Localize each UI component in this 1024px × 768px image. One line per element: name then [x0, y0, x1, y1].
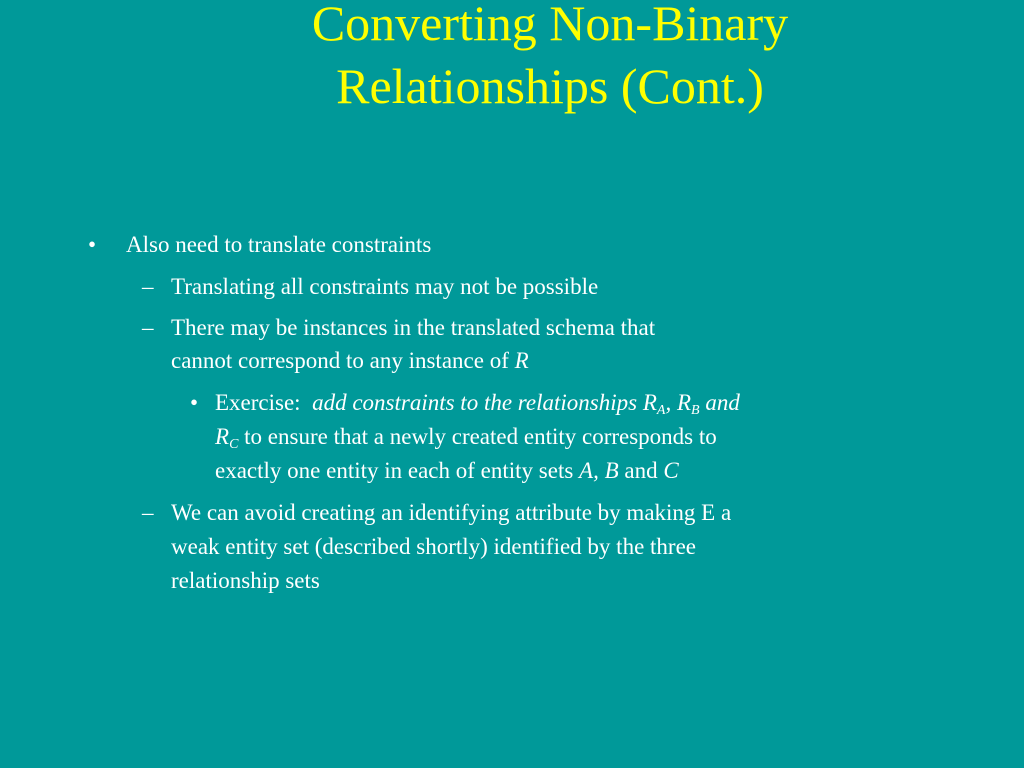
- bullet-marker: •: [88, 232, 97, 257]
- exercise-label: Exercise:: [215, 390, 301, 415]
- comma: ,: [665, 390, 677, 415]
- sub-bullet-marker: –: [142, 274, 154, 299]
- slide-title-line-1: Converting Non-Binary: [311, 0, 789, 51]
- slide-title-line-2: Relationships (Cont.): [336, 58, 764, 114]
- exercise-italic-text: add constraints to the relationships: [312, 390, 643, 415]
- sub-bullet-text-plain: cannot correspond to any instance of: [171, 348, 515, 373]
- exercise-text: exactly one entity in each of entity sets: [215, 458, 580, 483]
- variable-r: R: [676, 390, 692, 415]
- exercise-and: and: [699, 390, 740, 415]
- exercise-text: to ensure that a newly created entity corresponds to: [238, 424, 717, 449]
- variable-r: R: [642, 390, 657, 415]
- sub-bullet-text: We can avoid creating an identifying attribute by making E a: [171, 500, 732, 525]
- exercise-and-plain: and: [618, 458, 664, 483]
- sub-bullet-text-continued: relationship sets: [171, 568, 320, 593]
- variable-c: C: [663, 458, 679, 483]
- exercise-line-2: [215, 423, 717, 451]
- subscript-c: C: [229, 437, 239, 452]
- variable-r: R: [514, 348, 529, 373]
- sub-bullet-text-continued: weak entity set (described shortly) identified by the three: [171, 534, 696, 559]
- variables-a-b: A, B: [579, 458, 619, 483]
- sub-bullet-text-continued: [171, 347, 529, 375]
- sub-bullet-text: Translating all constraints may not be possible: [171, 274, 599, 299]
- sub-bullet-text: There may be instances in the translated schema that: [171, 315, 656, 340]
- sub-sub-bullet-marker: •: [190, 390, 199, 415]
- exercise-line-1: [215, 389, 740, 417]
- subscript-b: B: [691, 403, 700, 418]
- variable-r: R: [215, 424, 230, 449]
- bullet-text: Also need to translate constraints: [126, 232, 432, 257]
- sub-bullet-marker: –: [142, 315, 154, 340]
- sub-bullet-marker: –: [142, 500, 154, 525]
- exercise-line-3: [215, 457, 679, 485]
- subscript-a: A: [656, 403, 666, 418]
